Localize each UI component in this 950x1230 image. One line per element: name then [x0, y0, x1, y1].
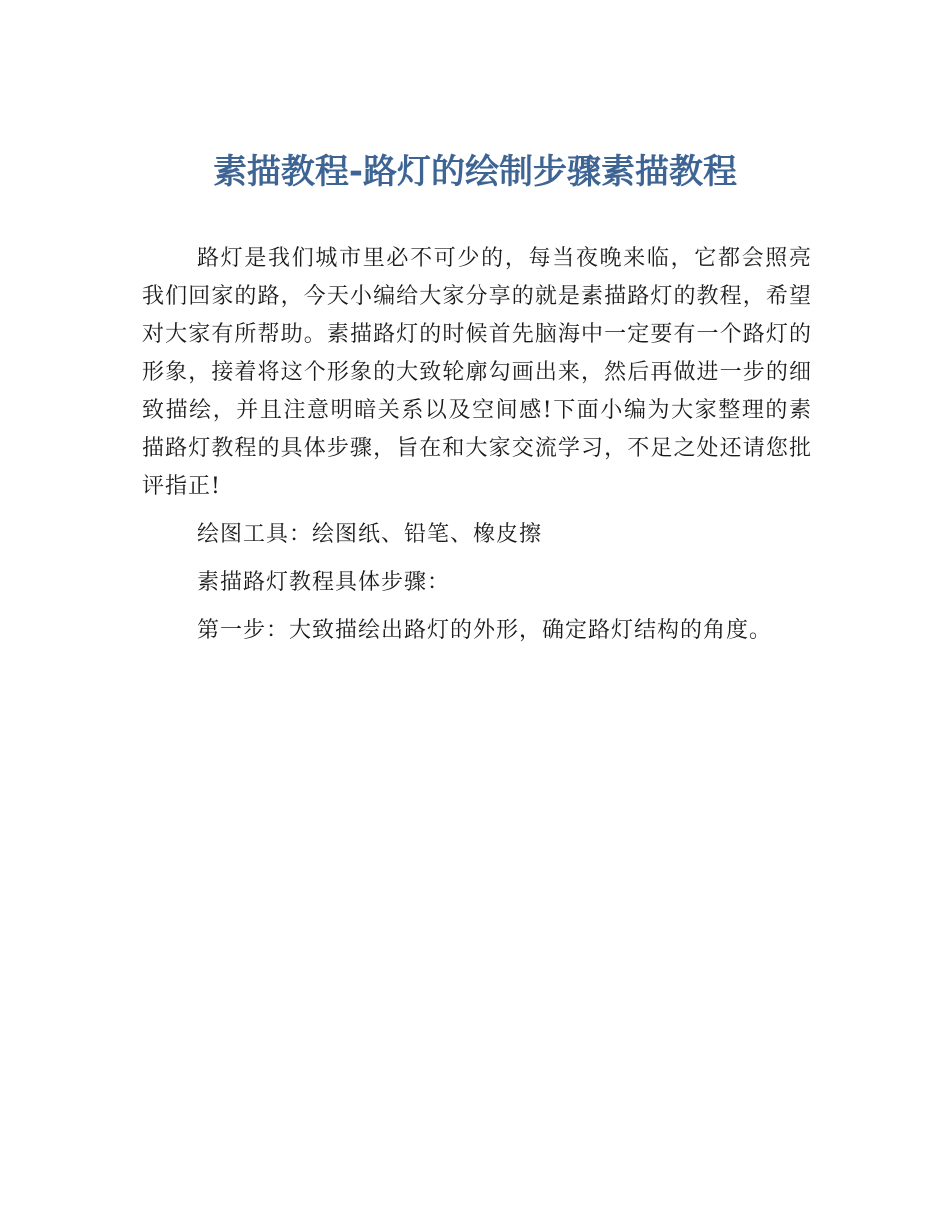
- paragraph-step-one: 第一步：大致描绘出路灯的外形，确定路灯结构的角度。: [197, 618, 773, 643]
- paragraph-intro: 路灯是我们城市里必不可少的，每当夜晚来临，它都会照亮我们回家的路，今天小编给大家分享的就是素描路灯的教程，希望对大家有所帮助。素描路灯的时候首先脑海中一定要有一个路灯的形象，接着将这个形象的大致轮廓勾画出来，然后再做进一步的细致描绘，并且注意明暗关系以及空间感!下面小编为大家整理的素描路灯教程的具体步骤，旨在和大家交流学习，不足之处还请您批评指正!: [142, 246, 812, 499]
- page-title: 素描教程-路灯的绘制步骤素描教程: [212, 152, 738, 192]
- document-body: [142, 240, 812, 660]
- paragraph-steps-heading: 素描路灯教程具体步骤：: [197, 570, 451, 595]
- paragraph-tools: 绘图工具：绘图纸、铅笔、橡皮擦: [197, 522, 543, 547]
